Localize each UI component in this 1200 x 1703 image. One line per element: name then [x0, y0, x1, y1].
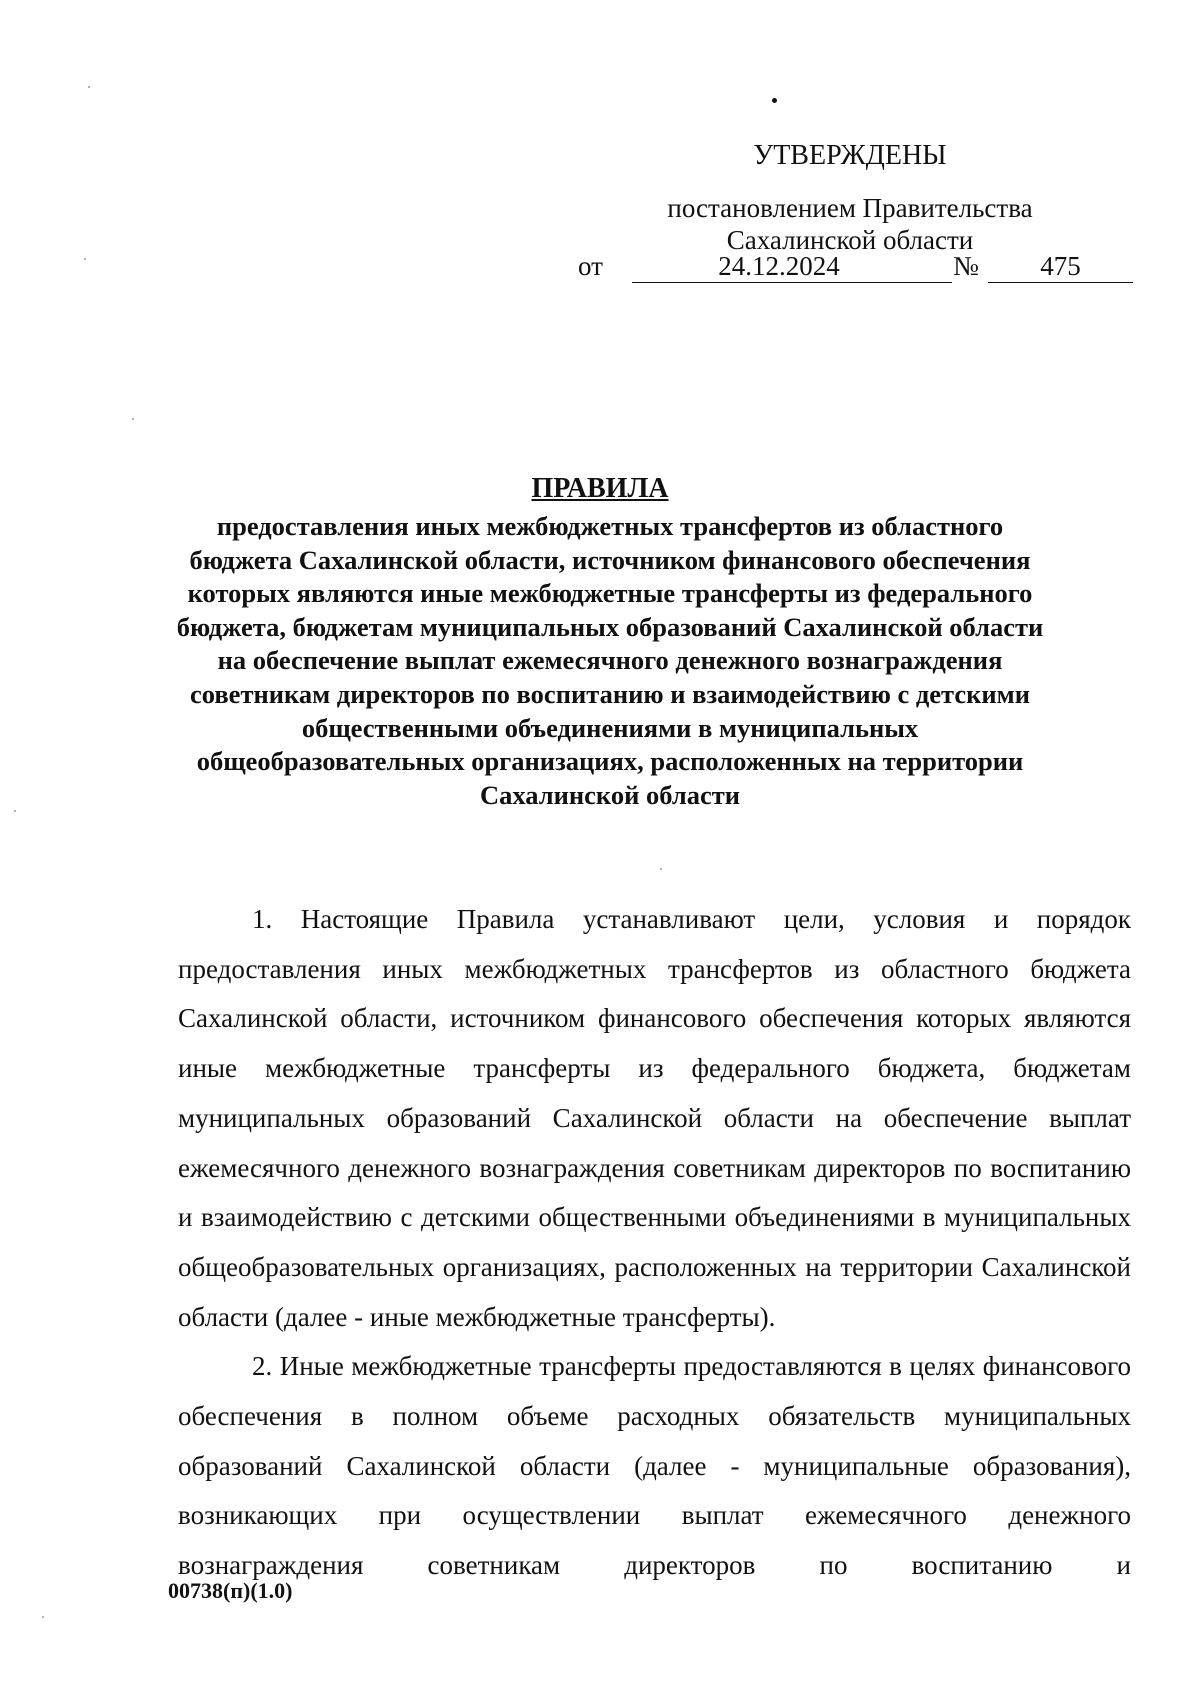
approval-date-number — [578, 250, 1138, 290]
approval-block — [640, 140, 1060, 256]
document-body — [178, 895, 1131, 1591]
document-title: ПРАВИЛА — [531, 473, 669, 504]
approval-heading: УТВЕРЖДЕНЫ — [753, 140, 947, 171]
scan-dust — [132, 418, 134, 420]
approval-line-2: Сахалинской области — [726, 225, 974, 255]
scan-speck — [772, 98, 777, 103]
approval-date: 24.12.2024 — [632, 250, 952, 283]
from-label: от — [578, 251, 603, 281]
approval-number: 475 — [988, 250, 1133, 283]
paragraph-2: 2. Иные межбюджетные трансферты предоставляются в целях финансового обеспечения в полном объеме расходных обязательств муниципальных образований Сахалинской области (далее - муниципальные образования), возникающих при осуществлении выплат ежемесячного денежного вознаграждения советникам директоров по воспитанию и — [178, 1351, 1131, 1581]
approval-line-1: постановлением Правительства — [667, 193, 1033, 223]
scan-dust — [14, 810, 16, 812]
scan-dust — [42, 1616, 44, 1618]
form-code: 00738(п)(1.0) — [168, 1578, 293, 1603]
scan-dust — [84, 258, 86, 260]
scan-dust — [88, 86, 90, 88]
number-label: № — [953, 251, 979, 281]
paragraph-1: 1. Настоящие Правила устанавливают цели, условия и порядок предоставления иных межбюджетных трансфертов из областного бюджета Сахалинской области, источником финансового обеспечения которых являются иные межбюджетные трансферты из федерального бюджета, бюджетам муниципальных образований Сахалинской области на обеспечение выплат ежемесячного денежного вознаграждения советникам директоров по воспитанию и взаимодействию с детскими общественными объединениями в муниципальных общеобразовательных организациях, расположенных на территории Сахалинской области (далее - иные межбюджетные трансферты). — [178, 904, 1131, 1332]
document-subtitle: предоставления иных межбюджетных трансфертов из областного бюджета Сахалинской области, источником финансового обеспечения которых являются иные межбюджетные трансферты из федерального бюджета, бюджетам муниципальных образований Сахалинской области на обеспечение выплат ежемесячного денежного вознаграждения советникам директоров по воспитанию и взаимодействию с детскими общественными объединениями в муниципальных общеобразовательных организациях, расположенных на территории Сахалинской области — [176, 511, 1044, 810]
scan-dust — [660, 868, 662, 870]
